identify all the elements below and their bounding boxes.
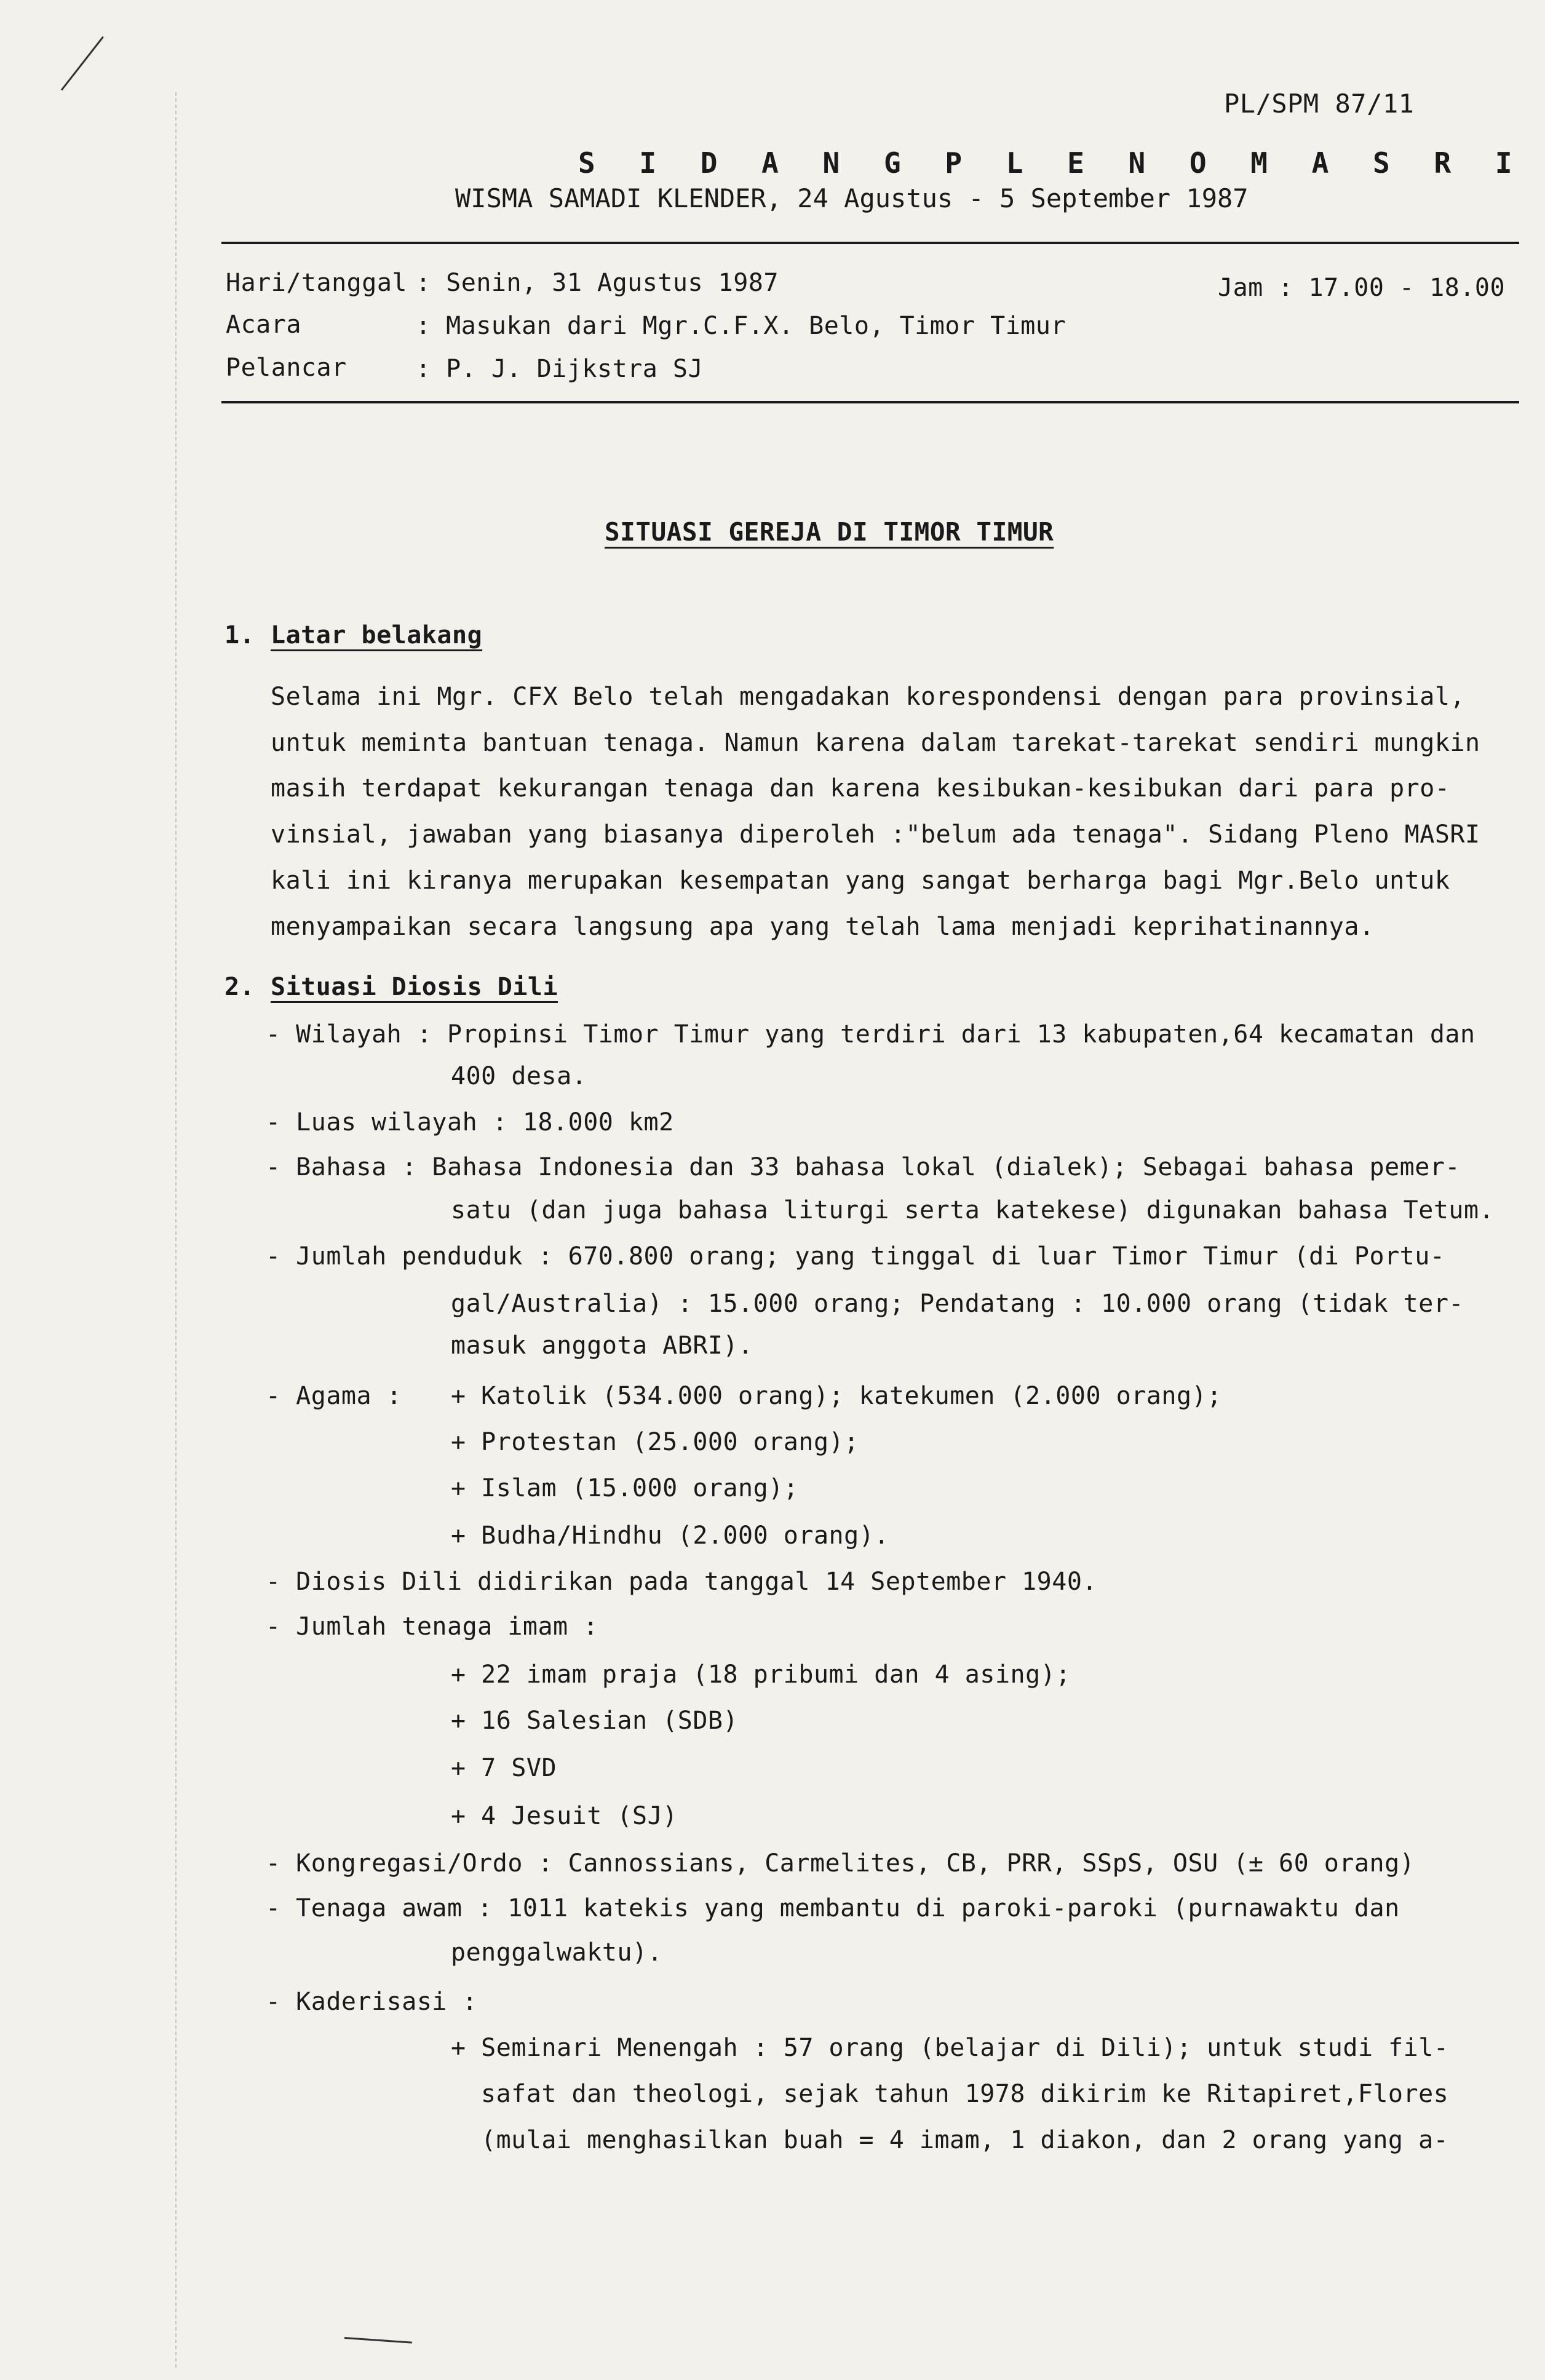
- section-1-number: 1.: [224, 621, 255, 649]
- section-1-line: menyampaikan secara langsung apa yang telah lama menjadi keprihatinannya.: [271, 913, 1375, 941]
- imam-item: + 16 Salesian (SDB): [451, 1707, 739, 1735]
- time-range: Jam : 17.00 - 18.00: [1218, 274, 1506, 302]
- agama-item: + Protestan (25.000 orang);: [451, 1428, 859, 1456]
- moderator-value: : P. J. Dijkstra SJ: [416, 355, 704, 383]
- kaderisasi-line: (mulai menghasilkan buah = 4 imam, 1 diakon, dan 2 orang yang a-: [481, 2126, 1449, 2154]
- agama-item: + Islam (15.000 orang);: [451, 1474, 799, 1502]
- penduduk-line: masuk anggota ABRI).: [451, 1331, 753, 1360]
- wilayah-line: 400 desa.: [451, 1062, 587, 1090]
- day-value: : Senin, 31 Agustus 1987: [416, 269, 779, 297]
- penduduk-line: - Jumlah penduduk : 670.800 orang; yang tinggal di luar Timor Timur (di Portu-: [266, 1242, 1445, 1271]
- section-2-number: 2.: [224, 973, 255, 1001]
- agenda-value: : Masukan dari Mgr.C.F.X. Belo, Timor Timur: [416, 312, 1066, 340]
- diosis-line: - Diosis Dili didirikan pada tanggal 14 September 1940.: [266, 1568, 1098, 1596]
- wilayah-line: - Wilayah : Propinsi Timor Timur yang terdiri dari 13 kabupaten,64 kecamatan dan: [266, 1020, 1475, 1049]
- kaderisasi-label: - Kaderisasi :: [266, 1988, 478, 2016]
- section-1-line: untuk meminta bantuan tenaga. Namun karena dalam tarekat-tarekat sendiri mungkin: [271, 729, 1480, 757]
- imam-item: + 7 SVD: [451, 1754, 557, 1782]
- moderator-label: Pelancar: [226, 354, 347, 382]
- meeting-title: S I D A N G P L E N O M A S R I: [578, 146, 1526, 180]
- section-1-line: masih terdapat kekurangan tenaga dan karena kesibukan-kesibukan dari para pro-: [271, 774, 1450, 803]
- awam-line: - Tenaga awam : 1011 katekis yang membantu di paroki-paroki (purnawaktu dan: [266, 1894, 1400, 1922]
- section-1-line: vinsial, jawaban yang biasanya diperoleh :"belum ada tenaga". Sidang Pleno MASRI: [271, 820, 1480, 849]
- imam-label: - Jumlah tenaga imam :: [266, 1612, 598, 1641]
- penduduk-line: gal/Australia) : 15.000 orang; Pendatang : 10.000 orang (tidak ter-: [451, 1290, 1464, 1318]
- section-1-heading: Latar belakang: [271, 621, 483, 649]
- day-label: Hari/tanggal: [226, 269, 407, 297]
- header-rule-top: [221, 242, 1519, 244]
- reference-code: PL/SPM 87/11: [1224, 89, 1415, 119]
- imam-item: + 22 imam praja (18 pribumi dan 4 asing);: [451, 1660, 1071, 1689]
- section-1-line: kali ini kiranya merupakan kesempatan yang sangat berharga bagi Mgr.Belo untuk: [271, 867, 1450, 895]
- agama-item: + Budha/Hindhu (2.000 orang).: [451, 1521, 889, 1550]
- luas-line: - Luas wilayah : 18.000 km2: [266, 1108, 674, 1136]
- kaderisasi-line: safat dan theologi, sejak tahun 1978 dikirim ke Ritapiret,Flores: [481, 2080, 1449, 2108]
- document-title: SITUASI GEREJA DI TIMOR TIMUR: [605, 517, 1054, 547]
- pen-mark: [61, 36, 104, 91]
- section-1-line: Selama ini Mgr. CFX Belo telah mengadakan korespondensi dengan para provinsial,: [271, 683, 1465, 711]
- kongregasi-line: - Kongregasi/Ordo : Cannossians, Carmelites, CB, PRR, SSpS, OSU (± 60 orang): [266, 1849, 1415, 1878]
- header-rule-bottom: [221, 401, 1519, 403]
- agenda-label: Acara: [226, 311, 301, 339]
- bahasa-line: satu (dan juga bahasa liturgi serta katekese) digunakan bahasa Tetum.: [451, 1196, 1495, 1224]
- imam-item: + 4 Jesuit (SJ): [451, 1802, 678, 1830]
- section-2-heading: Situasi Diosis Dili: [271, 973, 558, 1001]
- agama-label: - Agama :: [266, 1382, 402, 1410]
- bahasa-line: - Bahasa : Bahasa Indonesia dan 33 bahasa lokal (dialek); Sebagai bahasa pemer-: [266, 1153, 1460, 1181]
- awam-line: penggalwaktu).: [451, 1938, 663, 1967]
- kaderisasi-line: + Seminari Menengah : 57 orang (belajar di Dili); untuk studi fil-: [451, 2034, 1449, 2062]
- meeting-venue: WISMA SAMADI KLENDER, 24 Agustus - 5 September 1987: [455, 183, 1249, 213]
- pen-mark: [344, 2337, 412, 2344]
- margin-shadow: [175, 92, 177, 2368]
- agama-item: + Katolik (534.000 orang); katekumen (2.000 orang);: [451, 1382, 1222, 1410]
